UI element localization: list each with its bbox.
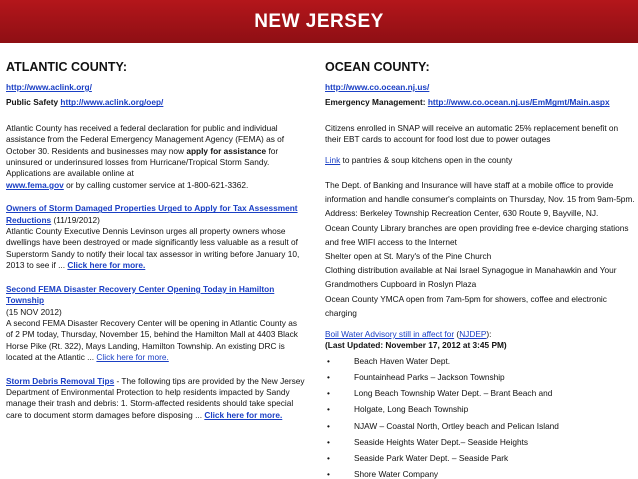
tax-assessment-more-link[interactable]: Click here for more. xyxy=(67,260,146,271)
fema-phone-text: or by calling customer service at 1-800-621-3362. xyxy=(66,179,249,190)
pantries-text: to pantries & soup kitchens open in the county xyxy=(340,154,513,165)
ymca-notice: Ocean County YMCA open from 7am-5pm for showers, coffee and electronic charging xyxy=(325,293,607,318)
declaration-tail-text: for uninsured or underinsured losses from Hurricane/Tropical Storm Sandy. Applications are available online at xyxy=(6,145,279,179)
emergency-management-link[interactable]: http://www.co.ocean.nj.us/EmMgmt/Main.aspx xyxy=(427,97,610,108)
atlantic-county-column xyxy=(6,60,306,421)
list-item: • Long Beach Township Water Dept. – Brant Beach and xyxy=(325,385,635,401)
debris-body: - The following tips are provided by the New Jersey Department of Environmental Protection to help residents impacted by Sandy manage their trash and debris: 1. Storm-affected residents should take special care to document storm damages before disposing ... xyxy=(6,375,305,420)
page-title: NEW JERSEY xyxy=(254,10,384,32)
pantries-link[interactable]: Link xyxy=(325,154,341,165)
banking-notice: The Dept. of Banking and Insurance will have staff at a mobile office to provide information and handle consumer's complaints on Thursday, Nov. 15 from 9am-5pm. Address: Berkeley Township Recreation Center, 630 Route 9, Bayville, NJ. xyxy=(325,180,635,219)
list-item: • Shore Water Company xyxy=(325,466,635,479)
list-item: • Holgate, Long Beach Township xyxy=(325,401,635,417)
tax-assessment-item xyxy=(6,203,306,271)
declaration-text: Atlantic County has received a federal declaration for public and individual assistance from the Federal Emergency Management Agency (FEMA) as of October 30. Residents and businesses may now xyxy=(6,122,285,156)
drc-item xyxy=(6,284,306,364)
boil-water-title: Boil Water Advisory still in affect for xyxy=(325,329,455,340)
water-advisory-list xyxy=(325,353,635,479)
drc-body: A second FEMA Disaster Recovery Center will be opening in Atlantic County as of 2 PM today, Thursday, November 15, behind the Hamilton Mall at 4403 Black Horse Pike (Rt. 322), Mays Landing, Hamilton Township. An existing DRC is located at the Atlantic ... xyxy=(6,317,298,363)
drc-date: (15 NOV 2012) xyxy=(6,306,62,317)
atlantic-county-url-link[interactable]: http://www.aclink.org/ xyxy=(6,82,92,92)
atlantic-county-heading: ATLANTIC COUNTY: xyxy=(6,60,128,74)
public-safety-link[interactable]: http://www.aclink.org/oep/ xyxy=(60,97,164,108)
title-banner xyxy=(0,0,638,43)
last-updated: (Last Updated: November 17, 2012 at 3:45 PM) xyxy=(325,340,507,351)
debris-title-link[interactable]: Storm Debris Removal Tips xyxy=(6,375,115,386)
library-notice: Ocean County Library branches are open providing free e-device charging stations and free WIFI access to the Internet xyxy=(325,222,629,247)
tax-assessment-body: Atlantic County Executive Dennis Levinson urges all property owners whose dwellings have been destroyed or made significantly less valuable as a result of Superstorm Sandy to notify their local tax assessor in writing before January 10, 2013 to see if ... xyxy=(6,226,300,271)
njdep-link[interactable]: NJDEP xyxy=(459,329,487,340)
list-item: • Fountainhead Parks – Jackson Township xyxy=(325,369,635,385)
emergency-management-label: Emergency Management: xyxy=(325,97,426,108)
list-item: • Seaside Heights Water Dept.– Seaside Heights xyxy=(325,434,635,450)
drc-title-link[interactable]: Second FEMA Disaster Recovery Center Opening Today in Hamilton Township xyxy=(6,283,275,306)
debris-item xyxy=(6,376,306,422)
list-item: • Beach Haven Water Dept. xyxy=(325,353,635,369)
boil-open-paren: ( xyxy=(454,329,460,340)
ocean-county-url-link[interactable]: http://www.co.ocean.nj.us/ xyxy=(325,82,430,92)
drc-more-link[interactable]: Click here for more. xyxy=(96,352,169,363)
list-item: • Seaside Park Water Dept. – Seaside Park xyxy=(325,450,635,466)
clothing-notice: Clothing distribution available at Nai Israel Synagogue in Manahawkin and Your Grandmothers Cupboard in Roslyn Plaza xyxy=(325,265,617,290)
list-item: • NJAW – Coastal North, Ortley beach and Pelican Island xyxy=(325,418,635,434)
snap-notice: Citizens enrolled in SNAP will receive an automatic 25% replacement benefit on their EBT cards to account for food lost due to power outages xyxy=(325,122,619,145)
boil-close-paren: ): xyxy=(486,329,492,340)
debris-more-link[interactable]: Click here for more. xyxy=(204,409,283,420)
fema-declaration-paragraph xyxy=(6,123,306,191)
public-safety-label: Public Safety xyxy=(6,97,59,108)
ocean-county-heading: OCEAN COUNTY: xyxy=(325,60,430,74)
ocean-county-column xyxy=(325,60,635,479)
tax-assessment-date: (11/19/2012) xyxy=(53,214,100,225)
apply-assistance-text: apply for assistance xyxy=(186,145,267,156)
fema-link[interactable]: www.fema.gov xyxy=(6,179,64,190)
tax-assessment-title-link[interactable]: Owners of Storm Damaged Properties Urged to Apply for Tax Assessment Reductions xyxy=(6,203,298,225)
shelter-notice: Shelter open at St. Mary's of the Pine Church xyxy=(325,251,492,262)
